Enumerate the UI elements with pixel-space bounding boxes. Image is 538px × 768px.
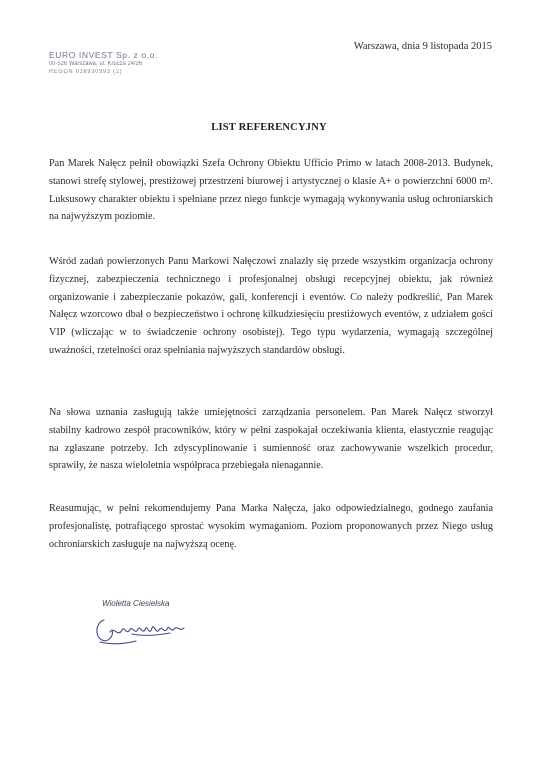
body-paragraph-2: Wśród zadań powierzonych Panu Markowi Nałęczowi znalazły się przede wszystkim organizacja ochrony fizycznej, zabezpieczenia technicznego i profesjonalnej obsługi recepcyjnej obiektu, jak również organizowanie i zabezpieczanie pokazów, gali, konferencji i eventów. Co należy podkreślić, Pan Marek Nałęcz wzorcowo dbał o bezpieczeństwo i ochronę kilkudziesięciu prestiżowych eventów, z udziałem gości VIP (wliczając w to świadczenie ochrony osobistej). Tego typu wydarzenia, wymagają szczególnej uważności, rzetelności oraz spełniania najwyższych standardów obsługi. [49, 256, 493, 356]
body-paragraph-1: Pan Marek Nałęcz pełnił obowiązki Szefa Ochrony Obiektu Ufficio Primo w latach 2008-2013. Budynek, stanowi strefę stylowej, prestiżowej przestrzeni biurowej i artystycznej o klasie A+ o powierzchni 6000 m². Luksusowy charakter obiektu i spełniane przez niego funkcje wymagają wykonywania usług ochroniarskich na najwyższym poziomie. [49, 158, 493, 223]
handwritten-signature [92, 612, 192, 648]
signatory-name-stamp: Wioletta Ciesielska [102, 599, 170, 608]
letter-date: Warszawa, dnia 9 listopada 2015 [353, 41, 492, 52]
stamp-company-name: EURO INVEST Sp. z o.o. [49, 50, 158, 60]
stamp-address: 00-526 Warszawa, ul. Krucza 24/26 [49, 61, 143, 67]
body-paragraph-4: Reasumując, w pełni rekomendujemy Pana Marka Nałęcza, jako odpowiedzialnego, godnego zaufania profesjonalistę, potrafiącego sprostać wysokim wymaganiom. Poziom proponowanych przez Niego usług ochroniarskich zasługuje na najwyższą ocenę. [49, 503, 493, 550]
body-paragraph-3: Na słowa uznania zasługują także umiejętności zarządzania personelem. Pan Marek Nałęcz stworzył stabilny kadrowo zespół pracowników, który w pełni zaspokajał oczekiwania klienta, elastycznie reagując na zgłaszane potrzeby. Ich zdyscyplinowanie i sumienność oraz zachowywanie wszelkich procedur, sprawiły, że nasza wieloletnia współpraca przebiegała nienagannie. [49, 407, 493, 472]
stamp-regon: REGON 016930993 (2) [49, 69, 123, 75]
letter-title: LIST REFERENCYJNY [211, 122, 327, 133]
company-stamp [49, 50, 179, 76]
